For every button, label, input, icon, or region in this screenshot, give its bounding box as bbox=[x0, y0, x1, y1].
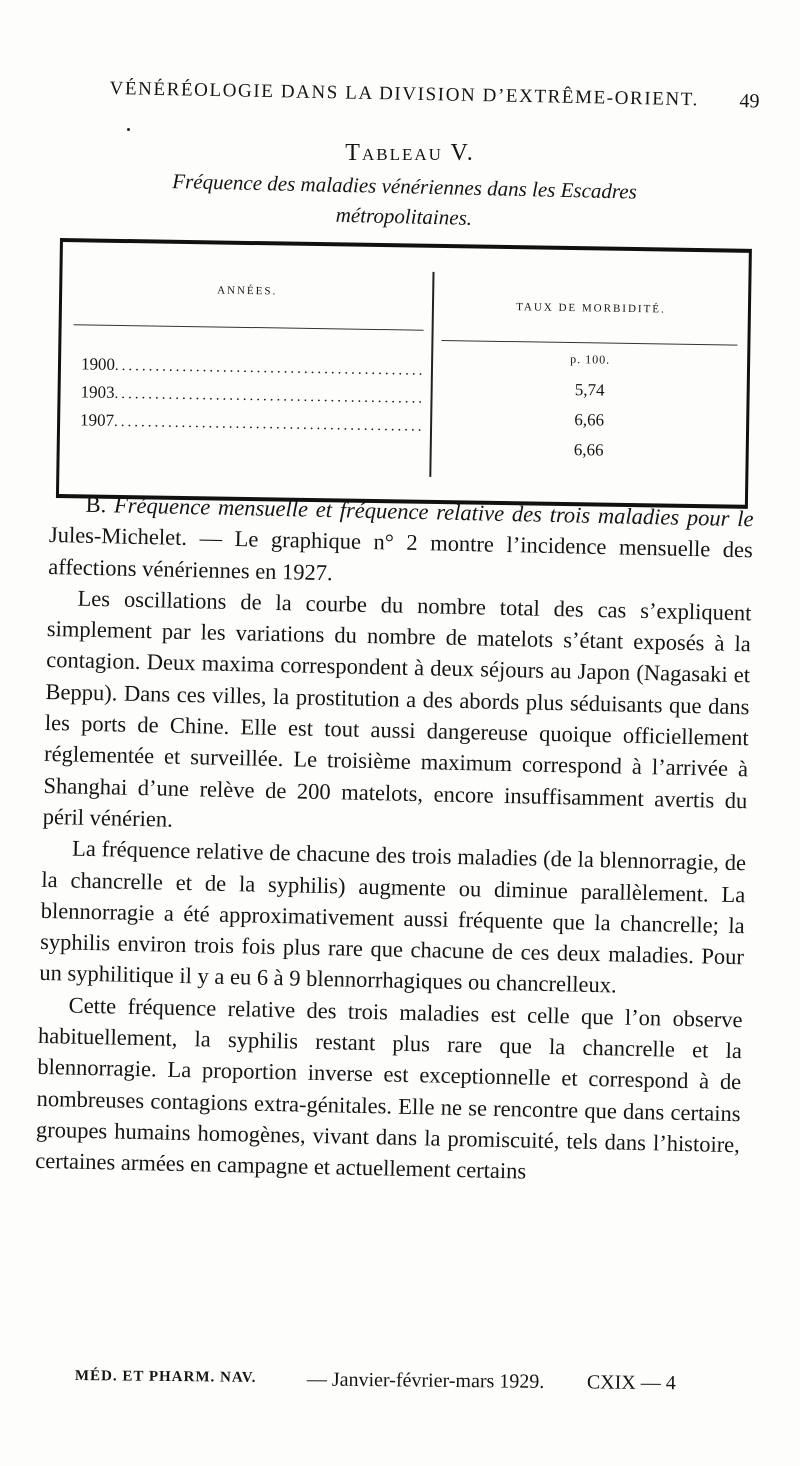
table-title: Tableau V. bbox=[345, 140, 475, 166]
rate-cell: 6,66 bbox=[573, 440, 604, 460]
running-head-title: VÉNÉRÉOLOGIE DANS LA DIVISION D’EXTRÊME-ORIENT. bbox=[109, 77, 700, 111]
leader-dots: .............................................. bbox=[114, 385, 426, 407]
header-rate: TAUX DE MORBIDITÉ. bbox=[516, 301, 666, 316]
paragraph: Les oscillations de la courbe du nombre total des cas s’expliquent simplement par les variations du nombre de matelots s’étant exposés à la contagion. Deux maxima correspondent à deux séjours au Japon (Nagasaki et Beppu). Dans ces villes, la prostitution a des abords plus séduisants que dans les ports de Chine. Elle est tout aussi dangereuse quoique officiellement réglementée et surveillée. Le troisième maximum correspond à l’arrivée à Shanghai d’une relève de 200 matelots, encore insuffisamment avertis du péril vénérien. bbox=[42, 585, 752, 832]
section-title: Fréquence mensuelle et fréquence relative des trois maladies pour le bbox=[113, 492, 754, 532]
year-cell: 1907 bbox=[79, 410, 115, 430]
rate-cell: 6,66 bbox=[574, 410, 605, 430]
footer-journal: MÉD. ET PHARM. NAV. bbox=[74, 1368, 257, 1386]
page-number: 49 bbox=[739, 90, 760, 113]
leader-dots: .............................................. bbox=[113, 413, 425, 435]
page-footer bbox=[75, 1368, 715, 1405]
section-label: B. bbox=[85, 491, 107, 518]
rate-unit: p. 100. bbox=[570, 352, 611, 367]
table-caption: Fréquence des maladies vénériennes dans les Escadres métropolitaines. bbox=[172, 169, 638, 230]
leader-dots: .............................................. bbox=[114, 357, 426, 379]
table-row bbox=[80, 410, 425, 435]
year-cell: 1900 bbox=[80, 354, 116, 374]
table-row bbox=[81, 354, 426, 379]
body-text bbox=[35, 488, 754, 1192]
header-rule-left bbox=[74, 324, 424, 330]
paragraph: La fréquence relative de chacune des trois maladies (de la blennorragie, de la chancrelle et de la syphilis) augmente ou diminue parallèlement. La blennorragie a été approximativement aussi fréquente que la chancrelle; la syphilis environ trois fois plus rare que chacune de ces deux maladies. Pour un syphilitique il y a eu 6 à 9 blennorrhagiques ou chancrelleux. bbox=[39, 835, 747, 998]
rate-cell: 5,74 bbox=[574, 380, 605, 400]
footer-issue: — Janvier-février-mars 1929. bbox=[306, 1368, 545, 1393]
table-row bbox=[80, 382, 425, 407]
header-years: ANNÉES. bbox=[217, 284, 278, 298]
morbidity-table bbox=[56, 238, 752, 509]
header-rule-right bbox=[441, 340, 737, 346]
footer-signature: CXIX — 4 bbox=[586, 1371, 676, 1395]
print-speck bbox=[127, 128, 130, 131]
paragraph bbox=[48, 488, 754, 597]
paragraph: Cette fréquence relative des trois maladies est celle que l’on observe habituellement, la syphilis restant plus rare que la chancrelle et la blennorragie. La proportion inverse est exceptionnelle et correspond à de nombreuses contagions extra-génitales. Elle ne se rencontre que dans certains groupes humains homogènes, vivant dans la promiscuité, tels dans l’histoire, certaines armées en campagne et actuellement certains bbox=[35, 992, 743, 1184]
year-cell: 1903 bbox=[80, 382, 115, 402]
paragraph-text: Jules-Michelet. — Le graphique n° 2 montre l’incidence mensuelle des affections vénériennes en 1927. bbox=[48, 522, 754, 585]
running-head bbox=[109, 70, 770, 123]
